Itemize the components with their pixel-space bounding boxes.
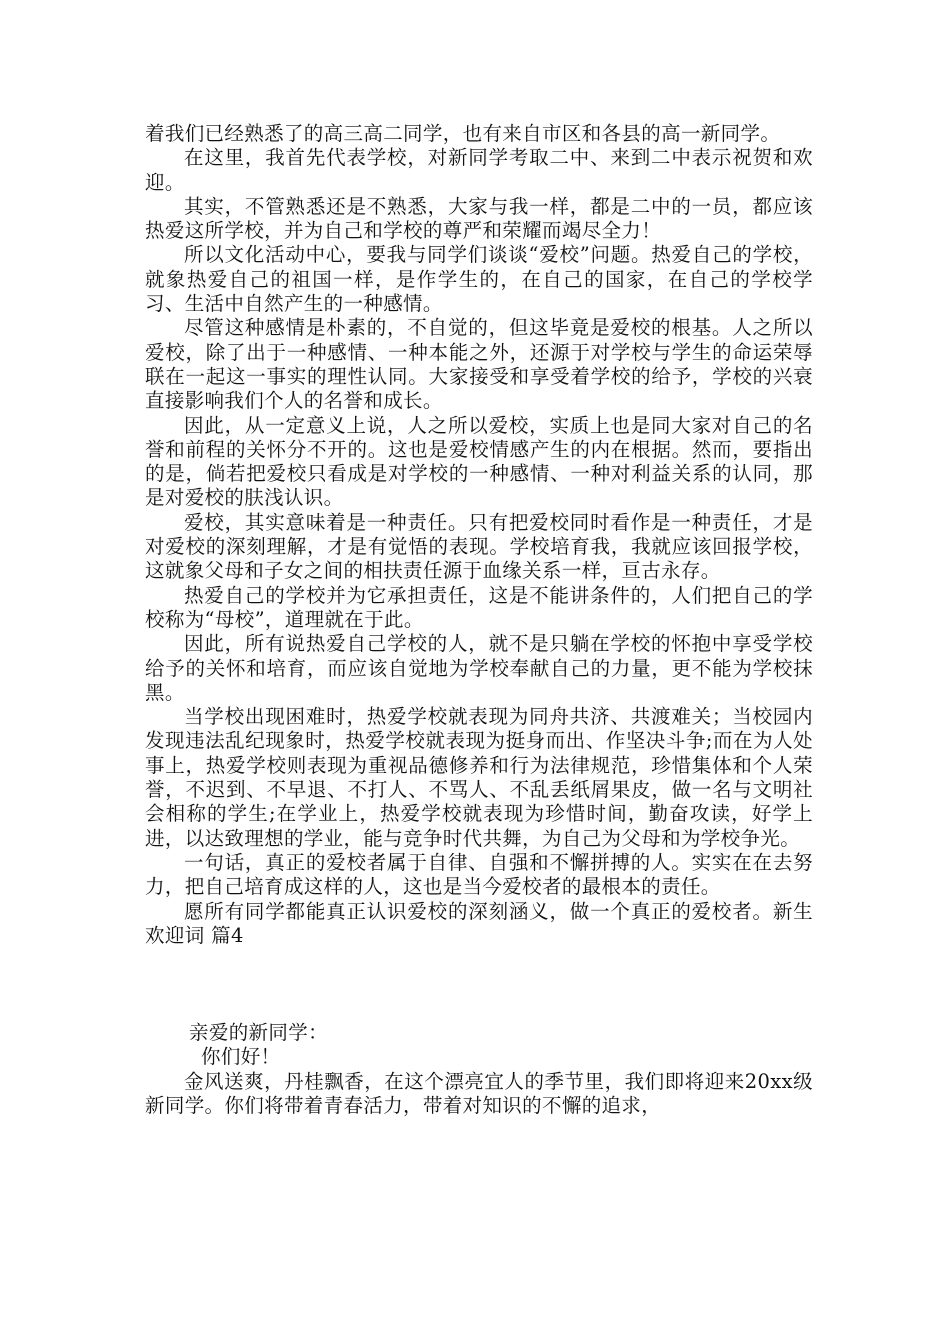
section-gap xyxy=(145,948,813,1021)
paragraph-continuation: 着我们已经熟悉了的高三高二同学，也有来自市区和各县的高一新同学。 xyxy=(145,122,781,145)
paragraph: 热爱自己的学校并为它承担责任，这是不能讲条件的，人们把自己的学校称为“母校”，道理就在于此。 xyxy=(145,583,813,631)
paragraph: 尽管这种感情是朴素的，不自觉的，但这毕竟是爱校的根基。人之所以爱校，除了出于一种感情、一种本能之外，还源于对学校与学生的命运荣辱联在一起这一事实的理性认同。大家接受和享受着学校的给予，学校的兴衰直接影响我们个人的名誉和成长。 xyxy=(145,316,813,413)
paragraph: 所以文化活动中心，要我与同学们谈谈“爱校”问题。热爱自己的学校，就象热爱自己的祖国一样，是作学生的，在自己的国家，在自己的学校学习、生活中自然产生的一种感情。 xyxy=(145,243,813,316)
document-body xyxy=(145,122,813,1118)
paragraph: 金风送爽，丹桂飘香，在这个漂亮宜人的季节里，我们即将迎来20xx级新同学。你们将带着青春活力，带着对知识的不懈的追求， xyxy=(145,1069,813,1117)
paragraph: 因此，从一定意义上说，人之所以爱校，实质上也是同大家对自己的名誉和前程的关怀分不开的。这也是爱校情感产生的内在根据。然而，要指出的是，倘若把爱校只看成是对学校的一种感情、一种对利益关系的认同，那是对爱校的肤浅认识。 xyxy=(145,413,813,510)
paragraph: 因此，所有说热爱自己学校的人，就不是只躺在学校的怀抱中享受学校给予的关怀和培育，而应该自觉地为学校奉献自己的力量，更不能为学校抹黑。 xyxy=(145,632,813,704)
paragraph: 一句话，真正的爱校者属于自律、自强和不懈拼搏的人。实实在在去努力，把自己培育成这样的人，这也是当今爱校者的最根本的责任。 xyxy=(145,850,813,899)
paragraph: 其实，不管熟悉还是不熟悉，大家与我一样，都是二中的一员，都应该热爱这所学校，并为自己和学校的尊严和荣耀而竭尽全力！ xyxy=(145,194,813,243)
salutation: 亲爱的新同学： xyxy=(189,1021,328,1045)
paragraph-with-section-heading: 愿所有同学都能真正认识爱校的深刻涵义，做一个真正的爱校者。新生欢迎词 篇4 xyxy=(145,899,813,947)
paragraph: 在这里，我首先代表学校，对新同学考取二中、来到二中表示祝贺和欢迎。 xyxy=(145,146,813,194)
paragraph: 当学校出现困难时，热爱学校就表现为同舟共济、共渡难关；当校园内发现违法乱纪现象时，热爱学校就表现为挺身而出、作坚决斗争;而在为人处事上，热爱学校则表现为重视品德修养和行为法律规范，珍惜集体和个人荣誉，不迟到、不早退、不打人、不骂人、不乱丢纸屑果皮，做一名与文明社会相称的学生;在学业上，热爱学校就表现为珍惜时间，勤奋攻读，好学上进，以达致理想的学业，能与竞争时代共舞，为自己为父母和为学校争光。 xyxy=(145,705,813,850)
greeting: 你们好！ xyxy=(201,1045,281,1069)
paragraph: 爱校，其实意味着是一种责任。只有把爱校同时看作是一种责任，才是对爱校的深刻理解，才是有觉悟的表现。学校培育我，我就应该回报学校，这就象父母和子女之间的相扶责任源于血缘关系一样，亘古永存。 xyxy=(145,510,813,583)
